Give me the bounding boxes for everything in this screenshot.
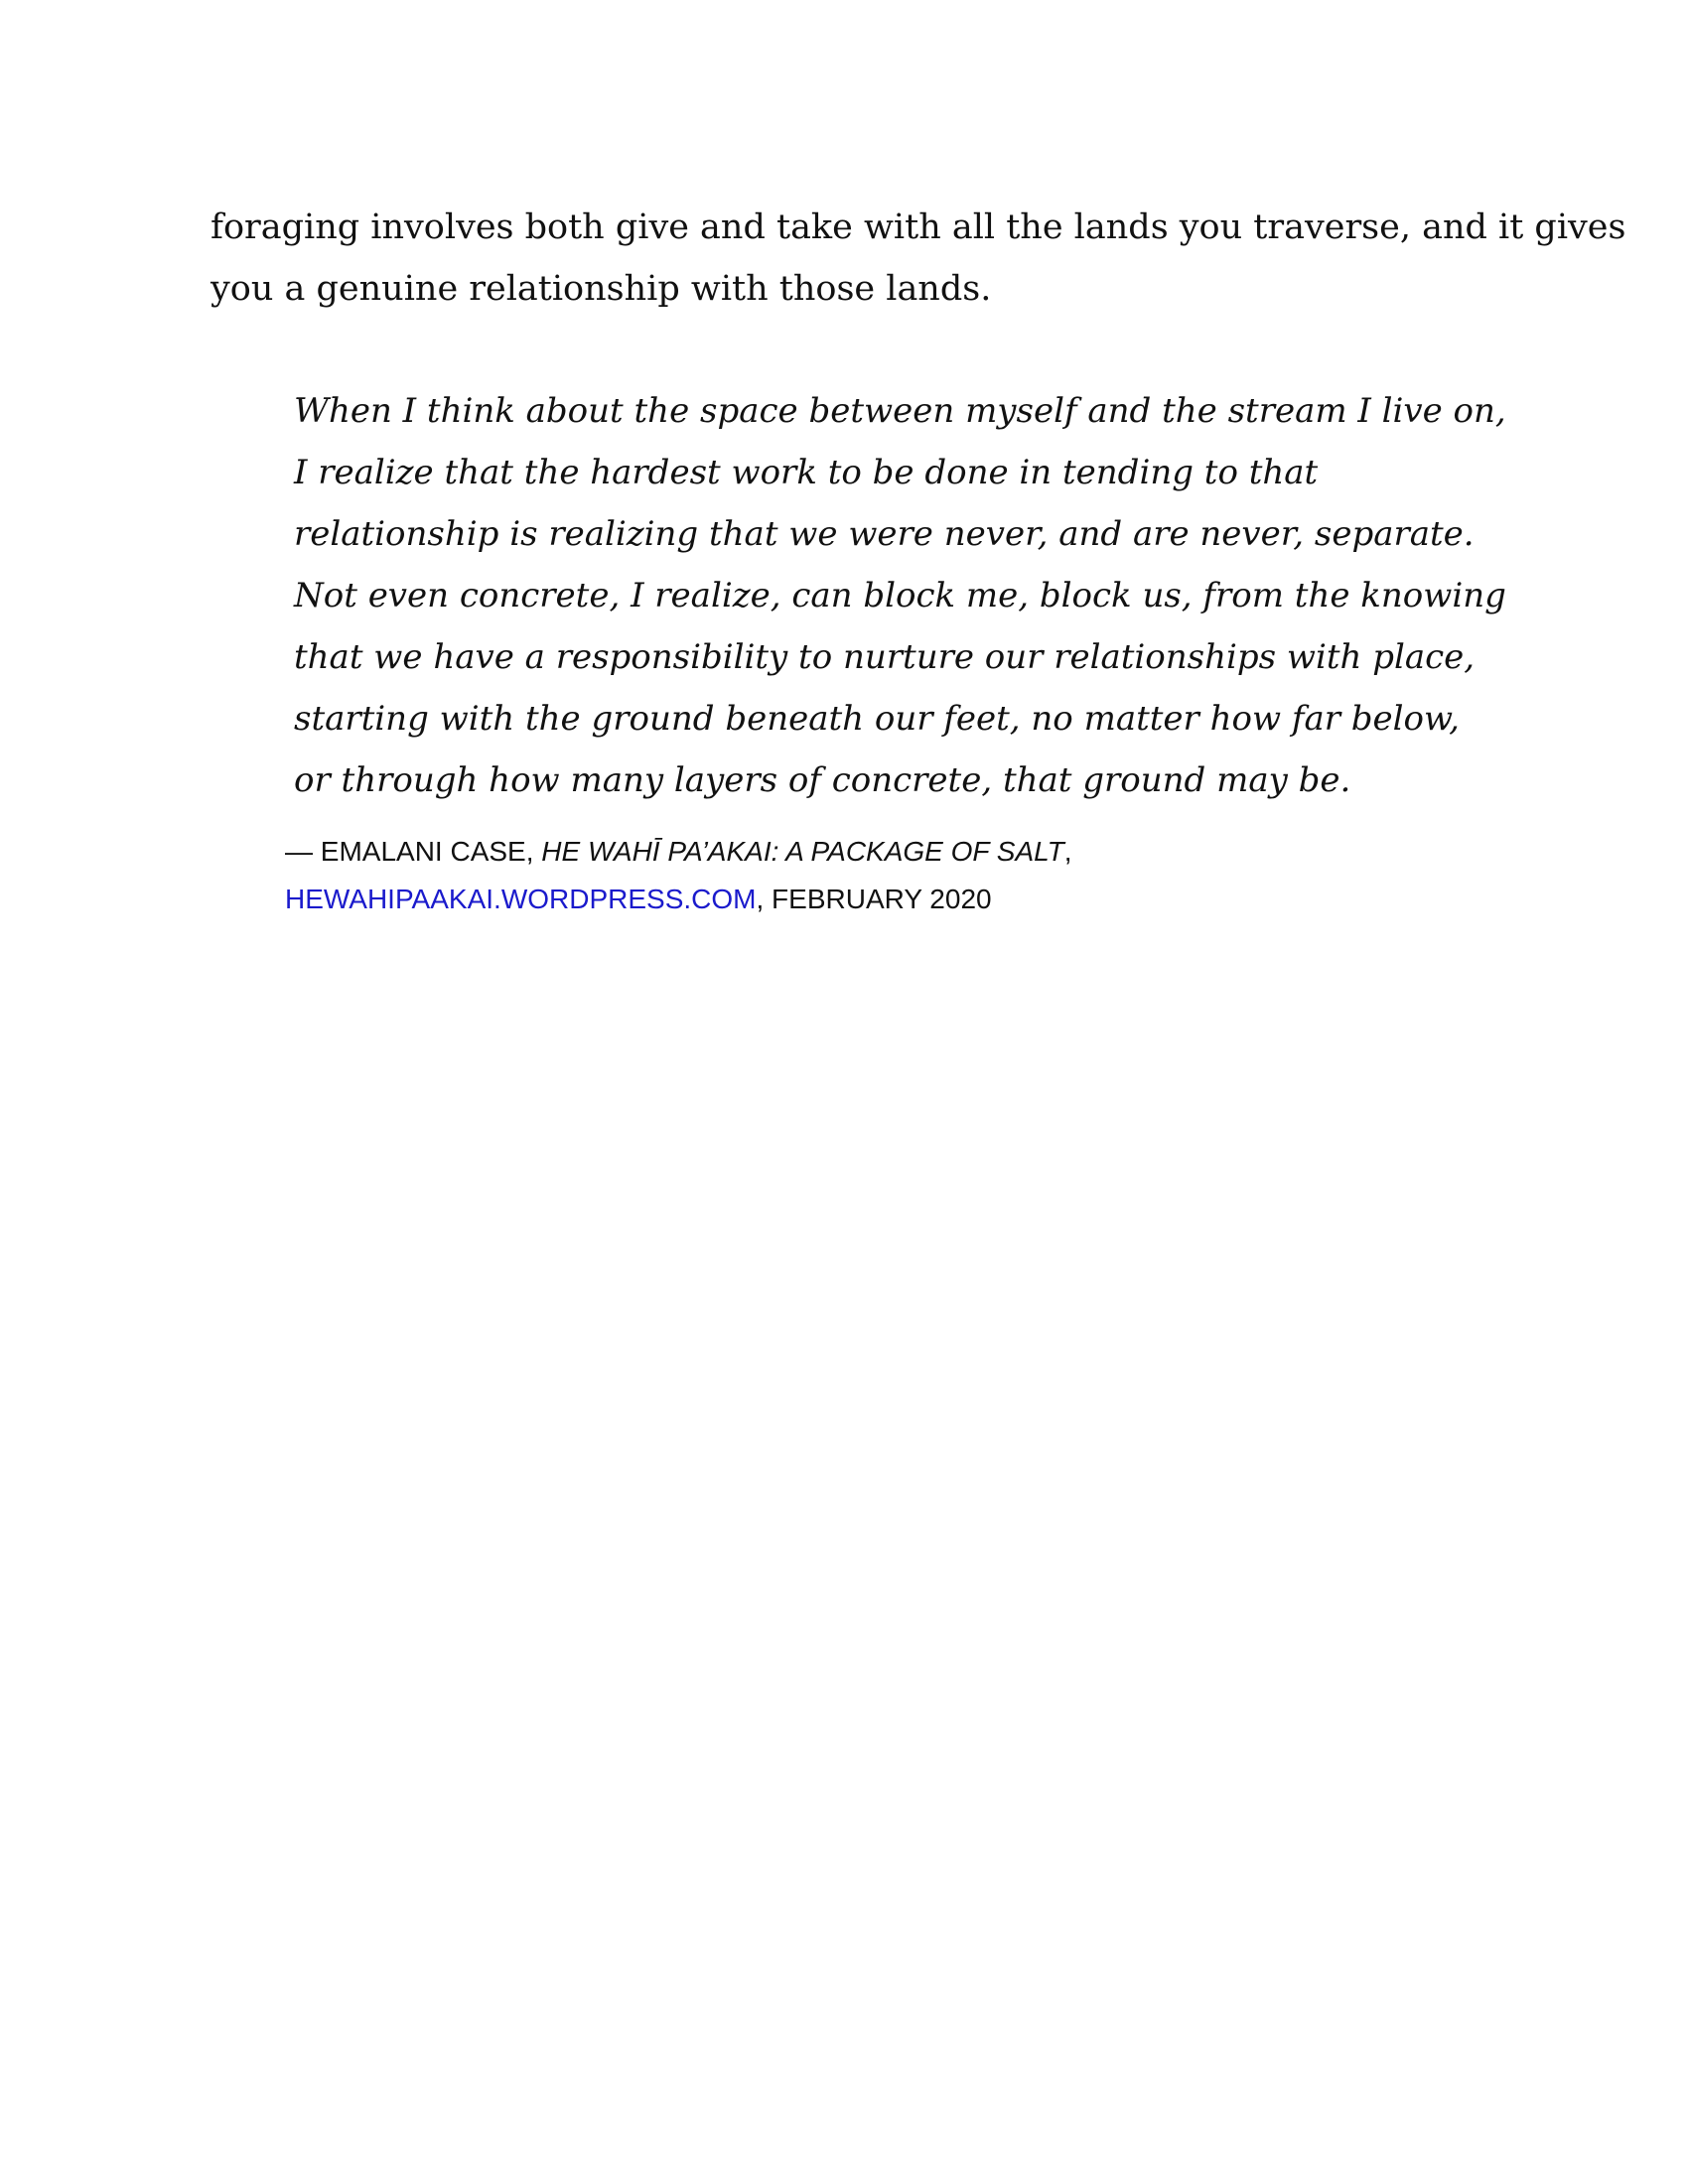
quote-line: that we have a responsibility to nurture our relationships with place, bbox=[294, 637, 1476, 677]
body-paragraph bbox=[211, 197, 1626, 320]
attribution-separator: , bbox=[1063, 836, 1072, 867]
block-quote bbox=[294, 380, 1506, 811]
attribution-line-2 bbox=[285, 876, 1477, 923]
body-line: foraging involves both give and take with all the lands you traverse, and it gives bbox=[211, 207, 1626, 247]
quote-line: Not even concrete, I realize, can block me, block us, from the knowing bbox=[294, 576, 1506, 615]
quote-attribution bbox=[285, 828, 1477, 923]
attribution-title: HE WAHĪ PA’AKAI: A PACKAGE OF SALT bbox=[541, 836, 1064, 867]
quote-line: When I think about the space between myself and the stream I live on, bbox=[294, 391, 1506, 431]
quote-line: relationship is realizing that we were never, and are never, separate. bbox=[294, 514, 1475, 554]
source-link[interactable]: HEWAHIPAAKAI.WORDPRESS.COM bbox=[285, 884, 757, 914]
quote-line: or through how many layers of concrete, that ground may be. bbox=[294, 760, 1351, 800]
attribution-line-1 bbox=[285, 828, 1477, 876]
quote-line: I realize that the hardest work to be done in tending to that bbox=[294, 453, 1319, 492]
attribution-author: — EMALANI CASE, bbox=[285, 836, 542, 867]
body-line: you a genuine relationship with those lands. bbox=[211, 269, 992, 309]
quote-line: starting with the ground beneath our feet, no matter how far below, bbox=[294, 699, 1460, 739]
attribution-date: , FEBRUARY 2020 bbox=[756, 884, 992, 914]
